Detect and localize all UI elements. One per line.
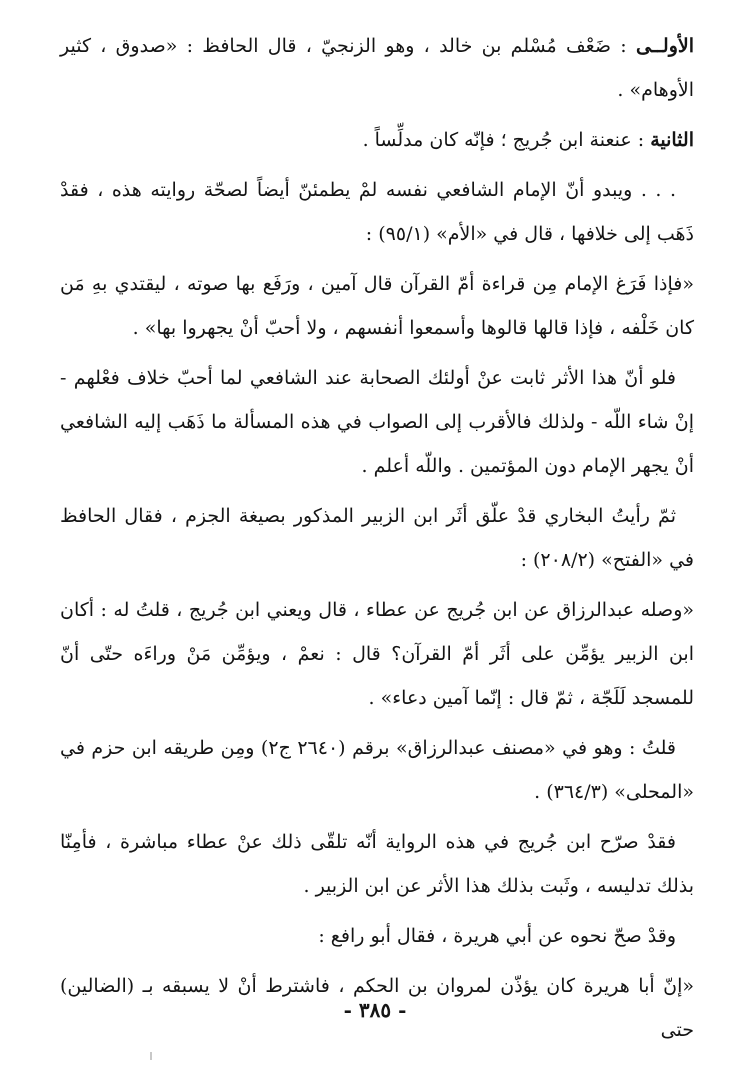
paragraph-text: . . . ويبدو أنّ الإمام الشافعي نفسه لمْ يطمئنّ أيضاً لصحّة روايته هذه ، فقدْ ذَهَب إلى خلافها ، قال في «الأم» (٩٥/١) : [60,179,694,245]
paragraph-second-weakness [60,118,694,162]
quote-fath [60,588,694,720]
paragraph-text: وقدْ صحّ نحوه عن أبي هريرة ، فقال أبو رافع : [318,925,676,947]
paragraph-lead: الثانية [650,129,694,151]
quote-al-umm [60,262,694,350]
paragraph-text: «إنّ أبا هريرة كان يؤذّن لمروان بن الحكم ، فاشترط أنْ لا يسبقه بـ (الضالين) حتى [60,975,694,1041]
paragraph-text: «وصله عبدالرزاق عن ابن جُريج عن عطاء ، قال ويعني ابن جُريج ، قلتُ له : أكان ابن الزبير يؤمِّن على أثَر أمّ القرآن؟ قال : نعمْ ، ويؤمِّن مَنْ وراءَه حتّى أنّ للمسجد لَلَجّة ، ثمّ قال : إنّما آمين دعاء» . [60,599,694,709]
paragraph-abu-hurayra [60,914,694,958]
paragraph-text: فقدْ صرّح ابن جُريج في هذه الرواية أنّه تلقّى ذلك عنْ عطاء مباشرة ، فأمِنّا بذلك تدليسه ، وثَبت بذلك هذا الأثر عن ابن الزبير . [60,831,694,897]
paragraph-text: : ضَعْف مُسْلم بن خالد ، وهو الزنجيّ ، قال الحافظ : «صدوق ، كثير الأوهام» . [60,35,694,101]
paragraph-text: فلو أنّ هذا الأثر ثابت عنْ أولئك الصحابة عند الشافعي لما أحبّ خلاف فعْلهم - إنْ شاء اللّه - ولذلك فالأقرب إلى الصواب في هذه المسألة ما ذَهَب إليه الشافعي أنْ يجهر الإمام دون المؤتمين . واللّه أعلم . [60,367,694,477]
paragraph-ibn-jurayj [60,820,694,908]
scan-mark [150,1052,152,1060]
paragraph-lead: الأولــى [635,35,694,57]
paragraph-first-weakness [60,24,694,112]
paragraph-text: ثمّ رأيتُ البخاري قدْ علّق أثَر ابن الزبير المذكور بصيغة الجزم ، فقال الحافظ في «الفتح» (٢٠٨/٢) : [60,505,694,571]
paragraph-text: : عنعنة ابن جُريج ؛ فإنّه كان مدلِّساً . [362,129,651,151]
paragraph-text: قلتُ : وهو في «مصنف عبدالرزاق» برقم (٢٦٤٠ ج٢) ومِن طريقه ابن حزم في «المحلى» (٣٦٤/٣) . [60,737,694,803]
paragraph-text: «فإذا فَرَغ الإمام مِن قراءة أمّ القرآن قال آمين ، ورَفَع بها صوته ، ليقتدي بهِ مَن كان خَلْفه ، فإذا قالها قالوها وأسمعوا أنفسهم ، ولا أحبّ أنْ يجهروا بها» . [60,273,694,339]
page-body [60,24,694,1058]
page-number: - ٣٨٥ - [343,998,407,1022]
paragraph-bukhari [60,494,694,582]
paragraph-shafii-opinion [60,168,694,256]
paragraph-conclusion [60,356,694,488]
paragraph-musannaf [60,726,694,814]
